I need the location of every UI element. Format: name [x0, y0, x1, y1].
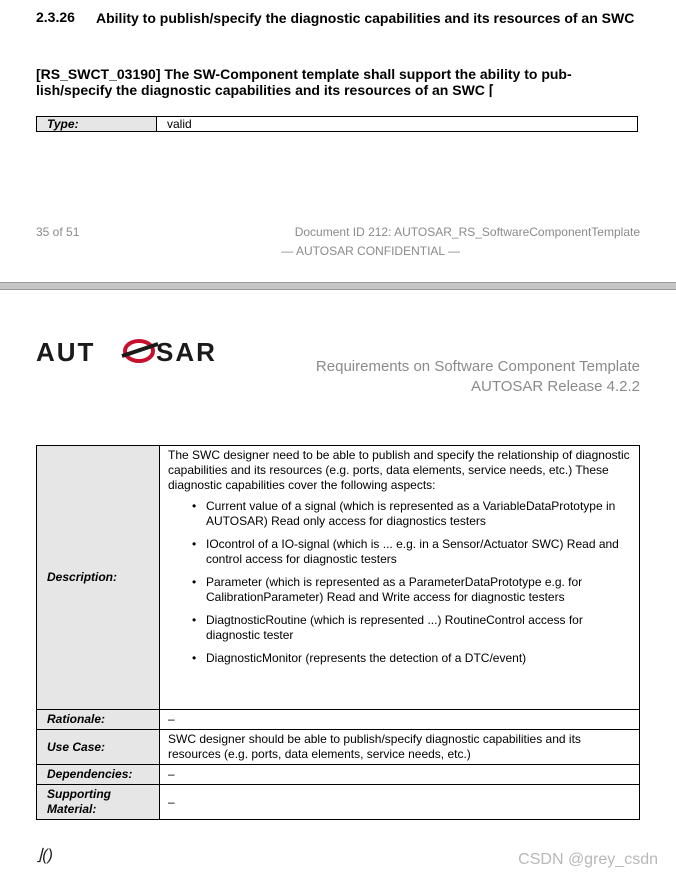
description-label: Description: [37, 446, 160, 710]
description-cell [160, 446, 640, 710]
requirement-title: [RS_SWCT_03190] The SW-Component template shall support the ability to pub-lish/specify the diagnostic capabilities and its resources of an SWC ⌈ [36, 66, 572, 98]
description-intro: The SWC designer need to be able to publish and specify the relationship of diagnostic capabilities and its resources (e.g. ports, data elements, service needs, etc.) These diagnostic capabilities cover the following aspects: [168, 448, 630, 492]
header-document-title: Requirements on Software Component Template [315, 358, 640, 375]
dependencies-value: – [160, 765, 640, 785]
footer-confidential: — AUTOSAR CONFIDENTIAL — [281, 244, 460, 258]
page-break [0, 282, 676, 290]
type-label: Type: [37, 117, 157, 131]
use-case-label: Use Case: [37, 730, 160, 765]
supporting-material-value: – [160, 785, 640, 820]
autosar-logo [36, 338, 264, 364]
footer-document-id: Document ID 212: AUTOSAR_RS_SoftwareComponentTemplate [294, 225, 640, 239]
dependencies-label: Dependencies: [37, 765, 160, 785]
type-table [36, 116, 638, 132]
svg-text:SAR: SAR [156, 338, 217, 364]
list-item: • IOcontrol of a IO-signal (which is ... e.g. in a Sensor/Actuator SWC) Read and control access for diagnostic testers [168, 537, 631, 567]
type-value: valid [167, 117, 192, 131]
description-bullets [168, 499, 631, 666]
table-row-rationale [37, 710, 640, 730]
section-number: 2.3.26 [36, 9, 75, 25]
rationale-label: Rationale: [37, 710, 160, 730]
list-item: • DiagnosticMonitor (represents the detection of a DTC/event) [168, 651, 631, 666]
list-item: • Current value of a signal (which is represented as a VariableDataPrototype in AUTOSAR) Read only access for diagnostics testers [168, 499, 631, 529]
table-row-description [37, 446, 640, 710]
rationale-value: – [160, 710, 640, 730]
list-item: • Parameter (which is represented as a ParameterDataPrototype e.g. for CalibrationParameter) Read and Write access for diagnostic testers [168, 575, 631, 605]
supporting-material-label: Supporting Material: [37, 785, 160, 820]
svg-text:AUT: AUT [36, 338, 96, 364]
requirement-table [36, 445, 640, 820]
page-end-mark: ⌋() [36, 847, 53, 864]
table-row-dependencies [37, 765, 640, 785]
header-release: AUTOSAR Release 4.2.2 [471, 378, 640, 395]
table-row-use-case [37, 730, 640, 765]
section-title: Ability to publish/specify the diagnostic capabilities and its resources of an SWC [96, 10, 635, 26]
watermark: CSDN @grey_csdn [518, 851, 658, 868]
list-item: • DiagtnosticRoutine (which is represented ...) RoutineControl access for diagnostic tester [168, 613, 631, 643]
footer-page-number: 35 of 51 [36, 225, 80, 239]
use-case-value: SWC designer should be able to publish/specify diagnostic capabilities and its resources (e.g. ports, data elements, service needs, etc.) [160, 730, 640, 765]
logo-o-icon [122, 341, 158, 361]
table-row-supporting-material [37, 785, 640, 820]
